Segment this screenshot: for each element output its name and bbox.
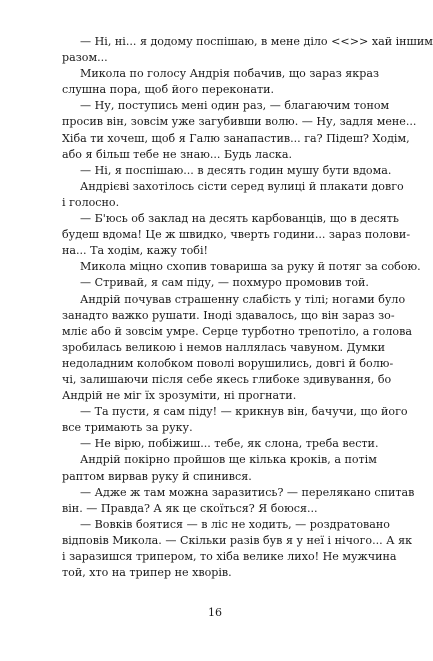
text-line: він. — Правда? А як це скоїться? Я боюся... — [62, 501, 318, 515]
text-line: мліє або й зовсім умре. Серце турботно трепотіло, а голова — [62, 324, 412, 338]
text-line: той, хто на трипер не хворів. — [62, 566, 232, 580]
text-line: недоладним колобком поволі ворушились, довгі й болю- — [62, 356, 394, 370]
text-line: — Стривай, я сам піду, — похмуро промовив той. — [80, 276, 369, 290]
text-line: Андрій не міг їх зрозуміти, ні прогнати. — [62, 389, 297, 403]
body-text — [62, 34, 433, 581]
text-line: Хіба ти хочеш, щоб я Галю занапастив... га? Підеш? Ходім, — [62, 131, 410, 145]
text-line: — Ну, поступись мені один раз, — благаючим тоном — [80, 99, 390, 113]
text-line: — Адже ж там можна заразитись? — перелякано спитав — [80, 485, 415, 499]
text-line: і заразишся трипером, то хіба велике лихо! Не мужчина — [62, 550, 397, 563]
text-line: будеш вдома! Це ж швидко, чверть години... зараз полови- — [62, 228, 411, 242]
text-line: чі, залишаючи після себе якесь глибоке здивування, бо — [62, 372, 392, 386]
text-line: разом... — [62, 51, 108, 65]
text-line: Андрієві захотілось сісти серед вулиці й плакати довго — [80, 179, 404, 193]
text-line: Андрій почував страшенну слабість у тілі; ногами було — [80, 292, 406, 306]
text-line: зробилась великою і немов наллялась чавуном. Думки — [62, 340, 386, 354]
text-line: — Ні, я поспішаю... в десять годин мушу бути вдома. — [80, 163, 392, 177]
text-line: занадто важко рушати. Іноді здавалось, що він зараз зо- — [62, 308, 395, 322]
text-line: — Ні, ні... я додому поспішаю, в мене діло <<>> хай іншим — [80, 35, 433, 48]
text-line: Андрій покірно пройшов ще кілька кроків, а потім — [80, 453, 377, 467]
text-line: на... Та ходім, кажу тобі! — [62, 244, 208, 258]
text-line: все тримають за руку. — [62, 421, 193, 435]
text-line: Микола міцно схопив товариша за руку й потяг за собою. — [80, 260, 421, 274]
text-line: — Вовків боятися — в ліс не ходить, — роздратовано — [80, 517, 390, 531]
text-line: раптом вирвав руку й спинився. — [62, 469, 252, 483]
text-line: слушна пора, щоб його переконати. — [62, 83, 275, 97]
page-number: 16 — [208, 606, 222, 619]
text-line: або я більш тебе не знаю... Будь ласка. — [62, 147, 292, 161]
text-line: — Та пусти, я сам піду! — крикнув він, бачучи, що його — [80, 405, 408, 419]
text-line: Микола по голосу Андрія побачив, що зараз якраз — [80, 67, 380, 81]
text-line: відповів Микола. — Скільки разів був я у неї і нічого... А як — [62, 533, 413, 547]
text-line: — Не вірю, побіжиш... тебе, як слона, треба вести. — [80, 437, 379, 451]
text-line: — Б'юсь об заклад на десять карбованців, що в десять — [80, 212, 399, 226]
text-line: і голосно. — [62, 195, 120, 209]
text-line: просив він, зовсім уже загубивши волю. — Ну, задля мене... — [62, 115, 417, 129]
